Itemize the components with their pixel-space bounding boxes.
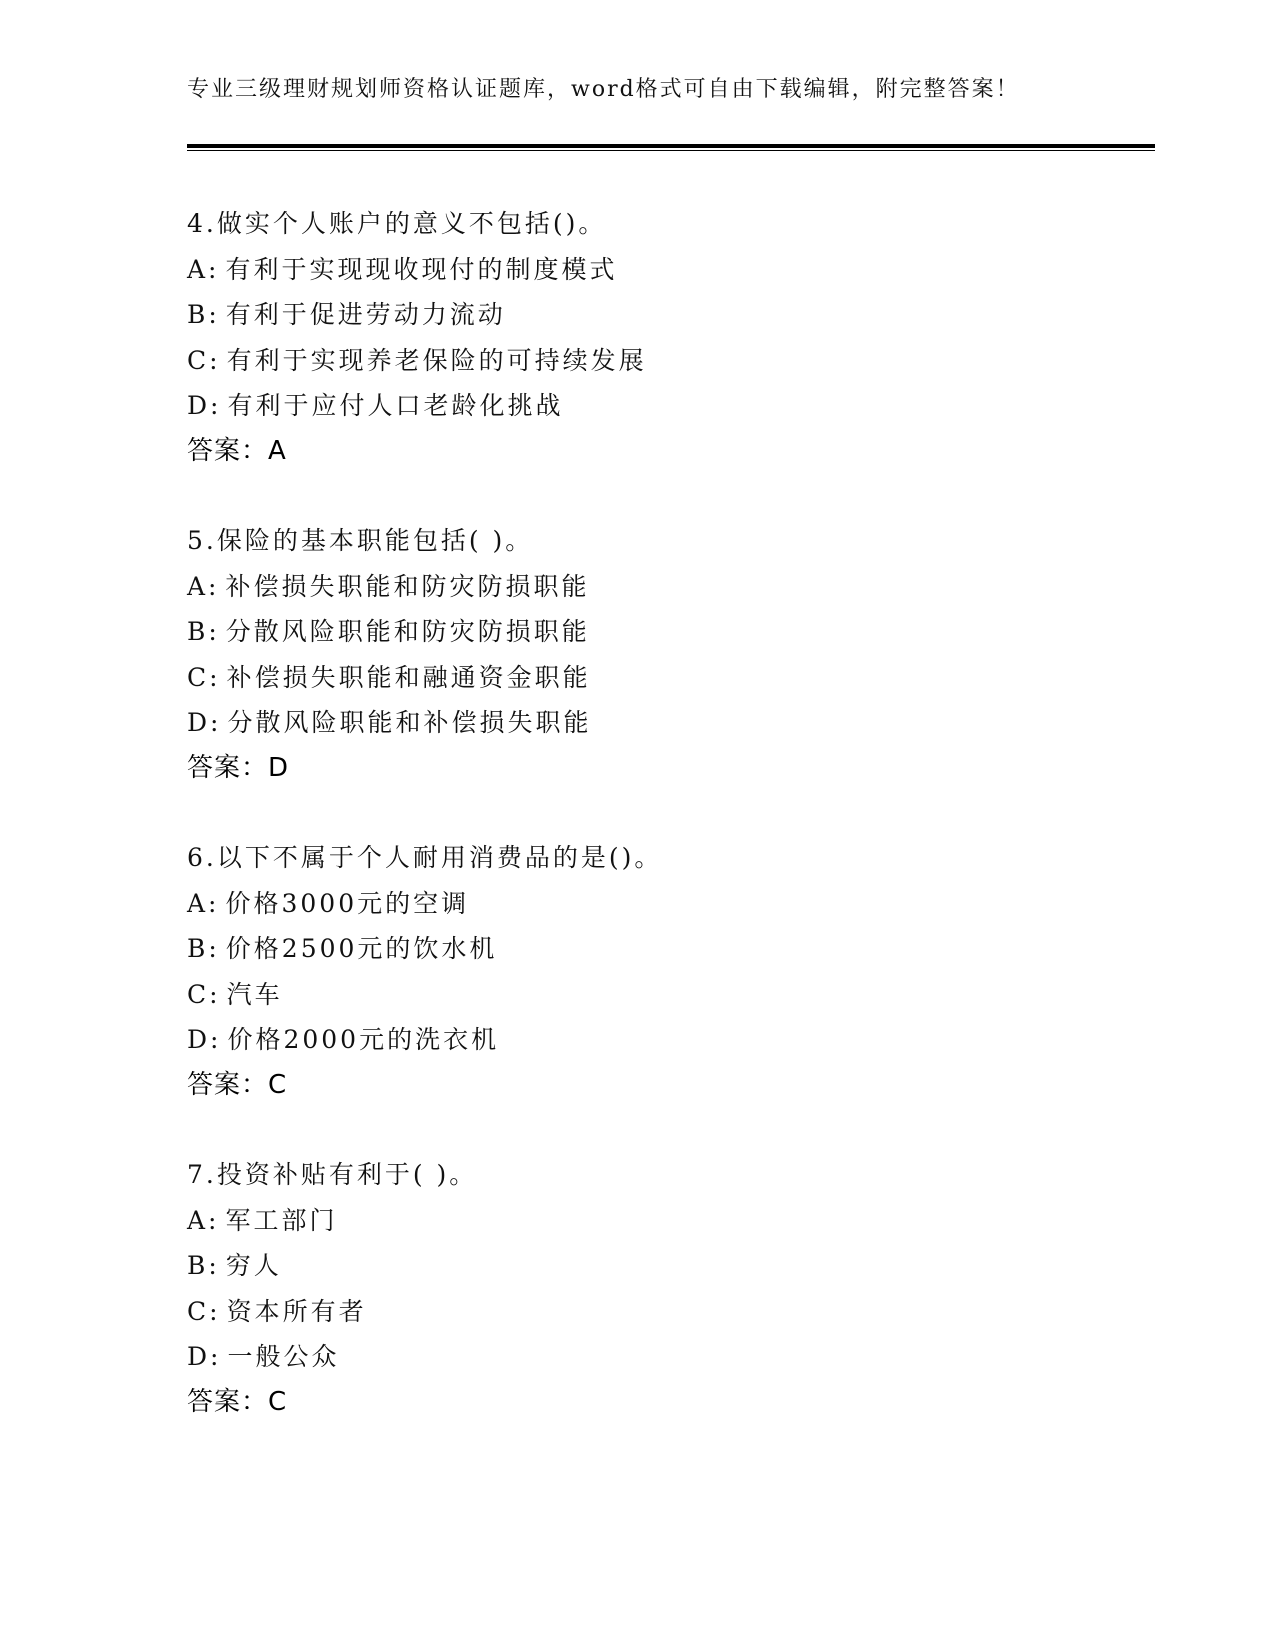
option-letter: D: bbox=[187, 1342, 222, 1371]
option-text: 汽车 bbox=[226, 979, 283, 1009]
option-a bbox=[187, 1198, 1147, 1244]
option-letter: C: bbox=[187, 662, 221, 692]
option-text: 分散风险职能和补偿损失职能 bbox=[227, 708, 592, 737]
option-text: 价格3000元的空调 bbox=[225, 888, 470, 918]
option-letter: B: bbox=[187, 1251, 220, 1280]
option-text: 有利于实现现收现付的制度模式 bbox=[225, 254, 618, 284]
option-b bbox=[187, 1243, 1147, 1289]
option-letter: B: bbox=[187, 300, 220, 329]
question-stem: 6.以下不属于个人耐用消费品的是()。 bbox=[187, 843, 663, 872]
option-b bbox=[187, 926, 1147, 972]
option-b bbox=[187, 292, 1147, 338]
question-list bbox=[187, 201, 1147, 1469]
option-letter: C: bbox=[187, 1296, 221, 1326]
option-letter: C: bbox=[187, 345, 221, 375]
option-letter: D: bbox=[187, 391, 222, 420]
option-text: 价格2500元的饮水机 bbox=[225, 934, 498, 963]
option-text: 资本所有者 bbox=[226, 1296, 367, 1326]
option-text: 补偿损失职能和融通资金职能 bbox=[226, 662, 591, 692]
question-stem: 7.投资补贴有利于( )。 bbox=[187, 1160, 478, 1189]
option-text: 穷人 bbox=[225, 1251, 282, 1280]
question-6 bbox=[187, 835, 1147, 1108]
option-d bbox=[187, 1017, 1147, 1063]
question-stem: 4.做实个人账户的意义不包括()。 bbox=[187, 209, 607, 238]
option-text: 军工部门 bbox=[225, 1205, 338, 1235]
header-divider bbox=[187, 144, 1155, 148]
option-b bbox=[187, 609, 1147, 655]
option-text: 价格2000元的洗衣机 bbox=[227, 1025, 500, 1054]
page-header: 专业三级理财规划师资格认证题库，word格式可自由下载编辑，附完整答案！ bbox=[187, 77, 1020, 102]
option-letter: A: bbox=[187, 571, 220, 601]
question-5 bbox=[187, 518, 1147, 791]
option-c bbox=[187, 972, 1147, 1018]
option-text: 有利于实现养老保险的可持续发展 bbox=[226, 345, 647, 375]
answer-line: 答案：C bbox=[187, 1069, 288, 1100]
option-text: 一般公众 bbox=[227, 1342, 340, 1371]
option-a bbox=[187, 247, 1147, 293]
question-7 bbox=[187, 1152, 1147, 1425]
option-a bbox=[187, 564, 1147, 610]
answer-line: 答案：C bbox=[187, 1386, 288, 1417]
option-d bbox=[187, 1334, 1147, 1380]
question-stem: 5.保险的基本职能包括( )。 bbox=[187, 526, 534, 555]
option-letter: B: bbox=[187, 617, 220, 646]
answer-line: 答案：D bbox=[187, 752, 290, 783]
option-d bbox=[187, 383, 1147, 429]
option-letter: A: bbox=[187, 888, 220, 918]
option-letter: C: bbox=[187, 979, 221, 1009]
option-letter: D: bbox=[187, 708, 222, 737]
option-text: 分散风险职能和防灾防损职能 bbox=[225, 617, 590, 646]
option-text: 有利于应付人口老龄化挑战 bbox=[227, 391, 564, 420]
answer-line: 答案：A bbox=[187, 435, 287, 466]
option-letter: D: bbox=[187, 1025, 222, 1054]
option-text: 有利于促进劳动力流动 bbox=[225, 300, 506, 329]
option-a bbox=[187, 881, 1147, 927]
option-letter: A: bbox=[187, 1205, 220, 1235]
question-4 bbox=[187, 201, 1147, 474]
option-letter: B: bbox=[187, 934, 220, 963]
option-c bbox=[187, 655, 1147, 701]
option-letter: A: bbox=[187, 254, 220, 284]
option-c bbox=[187, 1289, 1147, 1335]
header-divider-thin bbox=[187, 150, 1155, 151]
option-text: 补偿损失职能和防灾防损职能 bbox=[225, 571, 590, 601]
option-d bbox=[187, 700, 1147, 746]
option-c bbox=[187, 338, 1147, 384]
